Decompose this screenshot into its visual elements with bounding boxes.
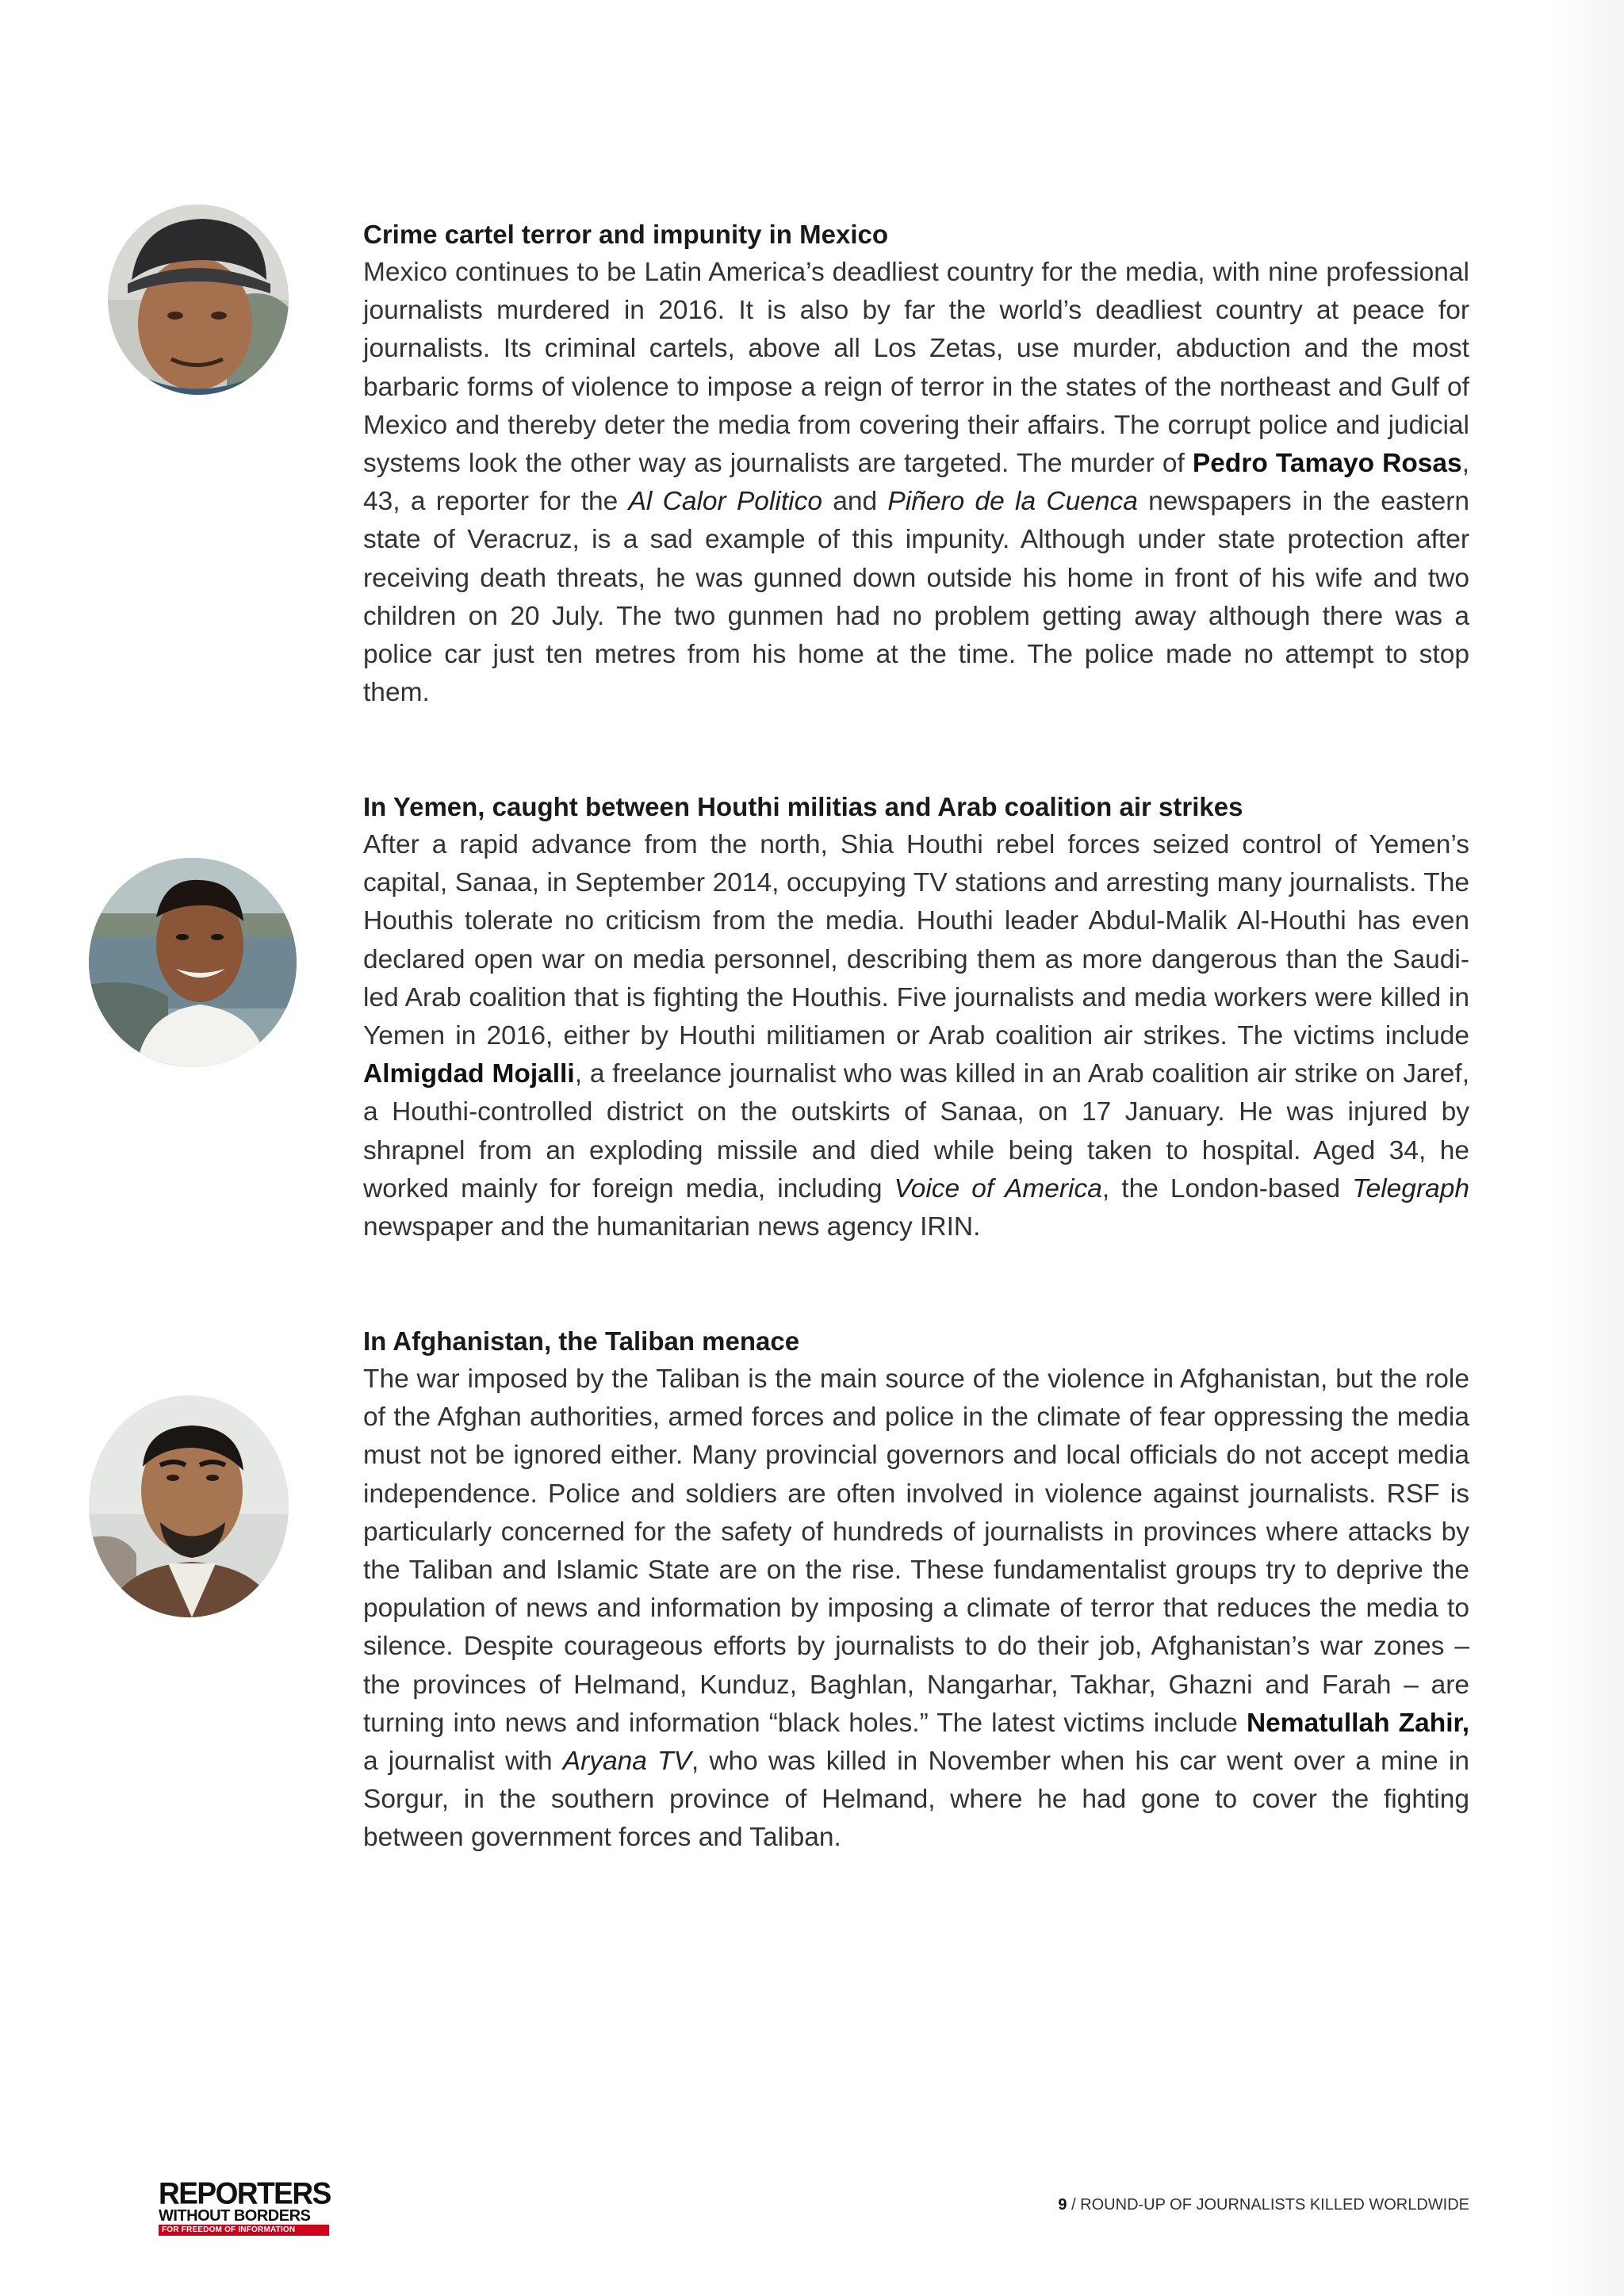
article-yemen (363, 788, 1469, 1246)
body-text-run: After a rapid advance from the north, Shia Houthi rebel forces seized control of Yemen’s capital, Sanaa, in September 2014, occupying TV stations and arresting many journalists. The Houthis tolerate no criticism from the media. Houthi leader Abdul-Malik Al-Houthi has even declared open war on media personnel, describing them as more dangerous than the Saudi-led Arab coalition that is fighting the Houthis. Five journalists and media workers were killed in Yemen in 2016, either by Houthi militiamen or Arab coalition air strikes. The victims include (363, 830, 1469, 1051)
body-text-run: , the London-based (1101, 1173, 1353, 1203)
portrait-pedro-tamayo-rosas (108, 205, 289, 395)
media-outlet-name: Aryana TV (562, 1747, 691, 1777)
article-body-yemen (363, 826, 1469, 1246)
media-outlet-name: Piñero de la Cuenca (887, 487, 1138, 517)
article-title-yemen: In Yemen, caught between Houthi militias and Arab coalition air strikes (363, 792, 1243, 821)
body-text-run: The war imposed by the Taliban is the main source of the violence in Afghanistan, but the role of the Afghan authorities, armed forces and police in the climate of fear oppressing the media must not be ignored either. Many provincial governors and local officials do not accept media independence. Police and soldiers are often involved in violence against journalists. RSF is particularly concerned for the safety of hundreds of journalists in provinces where attacks by the Taliban and Islamic State are on the rise. These fundamentalist groups try to deprive the population of news and information by imposing a climate of terror that reduces the media to silence. Despite courageous efforts by journalists to do their job, Afghanistan’s war zones – the provinces of Helmand, Kunduz, Baghlan, Nangarhar, Takhar, Ghazni and Farah – are turning into news and information “black holes.” The latest victims include (363, 1364, 1469, 1738)
body-text-run: , 43, a reporter for the (363, 449, 1469, 517)
body-text-run: a journalist with (363, 1747, 563, 1777)
article-title-mexico: Crime cartel terror and impunity in Mexico (363, 220, 888, 249)
media-outlet-name: Al Calor Politico (628, 487, 822, 517)
article-body-mexico (363, 254, 1469, 712)
article-title-afghanistan: In Afghanistan, the Taliban menace (363, 1326, 800, 1356)
body-text-run: and (822, 487, 888, 517)
body-text-run: newspaper and the humanitarian news agency IRIN. (363, 1212, 981, 1242)
page-reference (1058, 2196, 1469, 2214)
body-text-run: , who was killed in November when his car went over a mine in Sorgur, in the southern province of Helmand, where he had gone to cover the fighting between government forces and Taliban. (363, 1747, 1469, 1853)
media-outlet-name: Voice of America (894, 1173, 1102, 1203)
article-afghanistan (363, 1322, 1469, 1858)
article-body-afghanistan (363, 1360, 1469, 1858)
article-mexico (363, 216, 1469, 712)
page-number: 9 (1058, 2196, 1067, 2214)
page-running-title: / ROUND-UP OF JOURNALISTS KILLED WORLDWIDE (1067, 2196, 1469, 2214)
body-text-run: , a freelance journalist who was killed in an Arab coalition air strike on Jaref, a Houthi-controlled district on the outskirts of Sanaa, on 17 January. He was injured by shrapnel from an exploding missile and died while being taken to hospital. Aged 34, he worked mainly for foreign media, including (363, 1059, 1469, 1203)
logo-line-without-borders: WITHOUT BORDERS (159, 2207, 311, 2225)
body-text-run: Mexico continues to be Latin America’s deadliest country for the media, with nine professional journalists murdered in 2016. It is also by far the world’s deadliest country at peace for journalists. Its criminal cartels, above all Los Zetas, use murder, abduction and the most barbaric forms of violence to impose a reign of terror in the states of the northeast and Gulf of Mexico and thereby deter the media from covering their affairs. The corrupt police and judicial systems look the other way as journalists are targeted. The murder of (363, 258, 1469, 479)
page-edge-shade (1553, 0, 1624, 2296)
body-text-run: newspapers in the eastern state of Veracruz, is a sad example of this impunity. Although under state protection after receiving death threats, he was gunned down outside his home in front of his wife and two children on 20 July. The two gunmen had no problem getting away although there was a police car just ten metres from his home at the time. The police made no attempt to stop them. (363, 487, 1470, 708)
portrait-nematullah-zahir (89, 1395, 289, 1617)
logo-line-reporters: REPORTERS (159, 2175, 331, 2210)
portrait-almigdad-mojalli (89, 858, 297, 1067)
journalist-name: Almigdad Mojalli (363, 1059, 575, 1089)
journalist-name: Pedro Tamayo Rosas (1192, 449, 1462, 479)
media-outlet-name: Telegraph (1352, 1173, 1469, 1203)
logo-tagline: FOR FREEDOM OF INFORMATION (159, 2225, 329, 2236)
rsf-logo[interactable] (159, 2175, 331, 2236)
journalist-name: Nematullah Zahir, (1246, 1708, 1469, 1738)
